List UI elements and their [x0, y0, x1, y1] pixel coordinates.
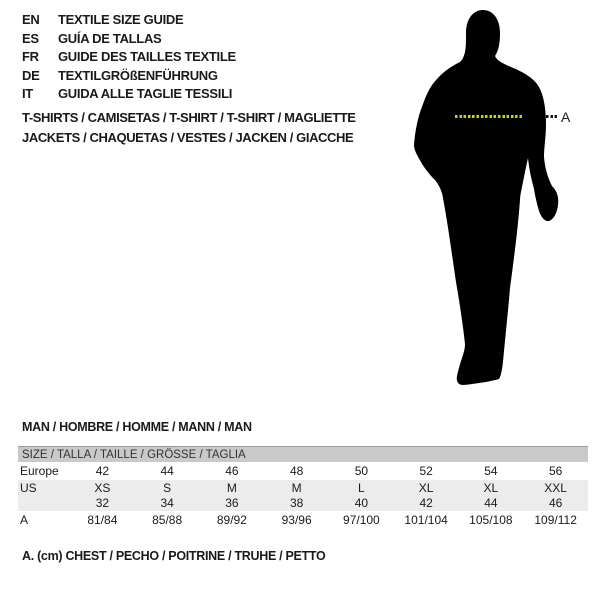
table-row-us — [18, 480, 588, 495]
lang-row-de — [22, 67, 236, 86]
size-cell: 32 — [70, 495, 135, 511]
size-cell: 40 — [329, 495, 394, 511]
size-cell: L — [329, 480, 394, 495]
size-cell: 93/96 — [264, 511, 329, 529]
table-row-chest — [18, 511, 588, 529]
lang-row-en — [22, 11, 236, 30]
chest-measure-footnote: A. (cm) CHEST / PECHO / POITRINE / TRUHE / PETTO — [22, 549, 326, 563]
row-label: A — [18, 511, 70, 529]
size-cell: 56 — [523, 462, 588, 480]
size-cell: 97/100 — [329, 511, 394, 529]
size-cell: 52 — [394, 462, 459, 480]
lang-row-fr — [22, 48, 236, 67]
size-cell: 46 — [200, 462, 265, 480]
category-jackets: JACKETS / CHAQUETAS / VESTES / JACKEN / GIACCHE — [22, 129, 354, 145]
size-cell: 89/92 — [200, 511, 265, 529]
row-label: US — [18, 480, 70, 495]
lang-label: TEXTILE SIZE GUIDE — [58, 12, 184, 27]
lang-code: IT — [22, 86, 33, 101]
size-table — [18, 446, 588, 529]
size-cell: 44 — [135, 462, 200, 480]
size-cell: 38 — [264, 495, 329, 511]
language-list — [22, 11, 236, 104]
size-cell: 42 — [70, 462, 135, 480]
size-cell: M — [264, 480, 329, 495]
row-label: Europe — [18, 462, 70, 480]
lang-label: GUIDE DES TAILLES TEXTILE — [58, 49, 236, 64]
lang-code: ES — [22, 30, 39, 46]
category-tshirts: T-SHIRTS / CAMISETAS / T-SHIRT / T-SHIRT / MAGLIETTE — [22, 110, 356, 125]
lang-row-es — [22, 30, 236, 49]
lang-label: GUÍA DE TALLAS — [58, 30, 162, 46]
size-cell: 42 — [394, 495, 459, 511]
size-cell: 48 — [264, 462, 329, 480]
chest-measure-dash-line — [455, 115, 523, 118]
lang-code: FR — [22, 49, 39, 64]
size-cell: XS — [70, 480, 135, 495]
row-label — [18, 495, 70, 511]
table-row-uk — [18, 495, 588, 511]
lang-label: GUIDA ALLE TAGLIE TESSILI — [58, 86, 233, 101]
size-cell: 85/88 — [135, 511, 200, 529]
lang-code: DE — [22, 67, 40, 83]
size-cell: XL — [394, 480, 459, 495]
category-list — [22, 108, 356, 147]
size-cell: 101/104 — [394, 511, 459, 529]
man-silhouette — [400, 0, 600, 400]
lang-code: EN — [22, 12, 40, 27]
size-cell: XXL — [523, 480, 588, 495]
size-cell: 109/112 — [523, 511, 588, 529]
size-cell: S — [135, 480, 200, 495]
size-cell: M — [200, 480, 265, 495]
measure-label-a: A — [561, 109, 571, 125]
size-cell: 34 — [135, 495, 200, 511]
size-cell: 46 — [523, 495, 588, 511]
size-cell: 81/84 — [70, 511, 135, 529]
size-cell: 50 — [329, 462, 394, 480]
measure-leader-dash-line — [546, 115, 559, 118]
size-cell: 105/108 — [459, 511, 524, 529]
size-cell: 54 — [459, 462, 524, 480]
size-cell: 44 — [459, 495, 524, 511]
size-cell: XL — [459, 480, 524, 495]
table-row-europe — [18, 462, 588, 480]
lang-row-it — [22, 85, 236, 104]
size-table-header-row — [18, 447, 588, 463]
size-cell: 36 — [200, 495, 265, 511]
size-table-header: SIZE / TALLA / TAILLE / GRÖSSE / TAGLIA — [18, 447, 588, 463]
section-title-man: MAN / HOMBRE / HOMME / MANN / MAN — [22, 420, 252, 434]
lang-label: TEXTILGRÖßENFÜHRUNG — [58, 67, 218, 83]
